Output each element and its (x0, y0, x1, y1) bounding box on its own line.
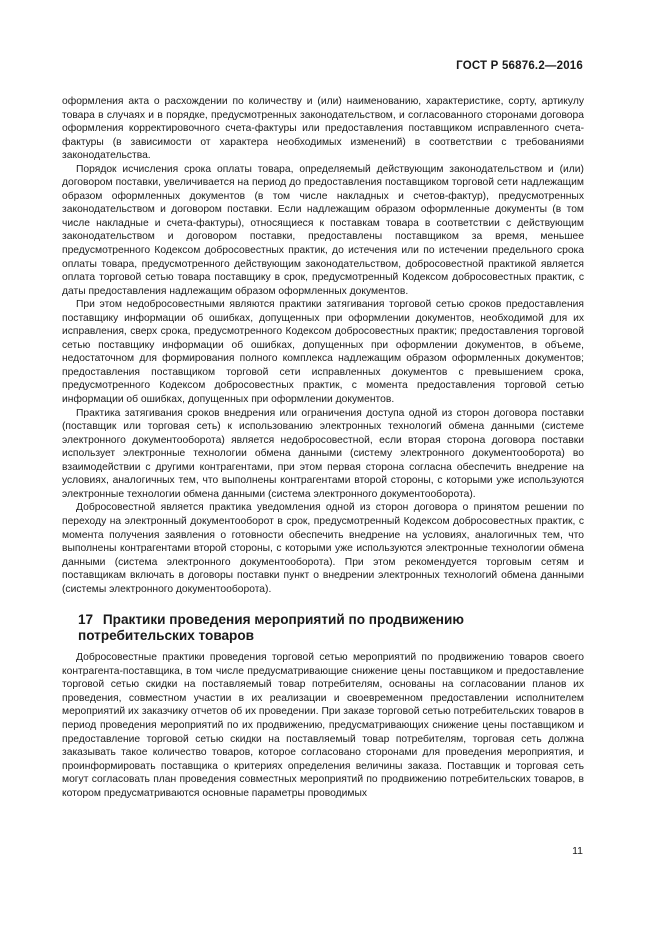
paragraph: Практика затягивания сроков внедрения или ограничения доступа одной из сторон договора поставки (поставщик или торговая сеть) к использованию электронных технологий обмена данными (системе электронного документооборота) является недобросовестной, если вторая сторона договора поставки использует электронные технологии обмена данными (систему электронного документооборота) во взаимодействии с другими контрагентами, при этом первая сторона согласна обеспечить внедрение на условиях, аналогичных тем, что выполнены контрагентами второй стороны, с которыми уже используются электронные технологии обмена данными (система электронного документооборота). (62, 407, 584, 500)
page-number: 11 (572, 845, 583, 857)
paragraph: оформления акта о расхождении по количеству и (или) наименованию, характеристике, сорту, артикулу товара в случаях и в порядке, предусмотренных законодательством, и согласованного сторонами договора оформления корректировочного счета-фактуры или предоставления поставщиком исправленного счета-фактуры (в зависимости от характера необходимых изменений) в соответствии с требованиями законодательства. (62, 96, 584, 162)
document-body (62, 95, 584, 800)
paragraph: При этом недобросовестными являются практики затягивания торговой сетью сроков предоставления поставщику информации об ошибках, допущенных при оформлении документов, необходимой для их исправления, сверх срока, предусмотренного Кодексом добросовестных практик; предоставления торговой сетью поставщику информации об ошибках, допущенных при оформлении документов, в объеме, недостаточном для формирования полного комплекса надлежащим образом оформленных документов; предоставления поставщиком торговой сети исправленных документов с превышением срока, предусмотренного Кодексом добросовестных практик, с момента предоставления торговой сетью информации об ошибках, допущенных при оформлении документов. (62, 299, 584, 406)
section-heading (78, 612, 584, 644)
paragraph: Добросовестной является практика уведомления одной из сторон договора о принятом решении по переходу на электронный документооборот в срок, предусмотренный Кодексом добросовестных практик, с момента получения заявления о готовности обеспечить внедрение на условиях, аналогичных тем, что выполнены контрагентами второй стороны, с которыми уже используются электронные технологии обмена данными (система электронного документооборота). При этом рекомендуется торговым сетям и поставщикам включать в договоры поставки пункт о внедрении электронных технологий обмена данными (системы электронного документооборота). (62, 502, 584, 595)
paragraph: Порядок исчисления срока оплаты товара, определяемый действующим законодательством и (или) договором поставки, увеличивается на период до предоставления поставщиком торговой сети надлежащим образом оформленных документов (в том числе накладных и счетов-фактур), предусмотренных законодательством и договором поставки. Если надлежащим образом оформленные документы (в том числе накладные и счета-фактуры), относящиеся к поставкам товара в соответствии с действующим законодательством и договором поставки, предоставлены поставщиком за время, меньшее предусмотренного Кодексом добросовестных практик, до истечения или по истечении предельного срока оплаты товара, предусмотренного действующим законодательством, добросовестной практикой является оплата торговой сетью товара поставщику в срок, предусмотренный Кодексом добросовестных практик, с даты предоставления надлежащим образом оформленных документов. (62, 163, 584, 297)
paragraph: Добросовестные практики проведения торговой сетью мероприятий по продвижению товаров своего контрагента-поставщика, в том числе предусматривающие снижение цены поставщиком и предоставление торговой сетью скидки на поставляемый товар потребителям, основаны на согласовании планов их проведения, совместном участии в их реализации и своевременном предоставлении исполнителем мероприятий их заказчику отчетов об их проведении. При заказе торговой сетью потребительских товаров в период проведения мероприятий по их продвижению, предусматривающих снижение цены поставщиком и предоставление торговой сетью скидки на поставляемый товар потребителям, торговая сеть должна заказывать такое количество товаров, которое согласовано сторонами для проведения мероприятия, и проинформировать поставщика о критериях определения величины заказа. Поставщик и торговая сеть могут согласовать план проведения совместных мероприятий по продвижению потребительских товаров, в котором предусматриваются основные параметры проводимых (62, 652, 584, 799)
section-number: 17 (78, 612, 94, 628)
section-title-text: Практики проведения мероприятий по продвижению потребительских товаров (78, 612, 464, 644)
standard-header: ГОСТ Р 56876.2—2016 (456, 60, 583, 72)
